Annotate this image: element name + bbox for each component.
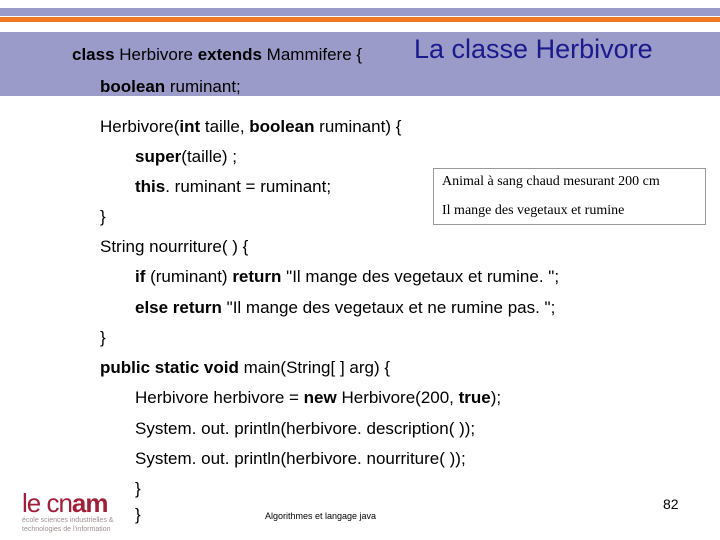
code-text: taille, [200,117,250,136]
code-text: String nourriture( ) { [100,237,249,256]
code-keyword: public static void [100,358,239,377]
code-keyword: true [458,388,491,407]
code-text: main(String[ ] arg) { [238,358,391,377]
logo-line: école sciences industrielles & [22,517,114,524]
code-line [100,328,106,348]
code-text: "Il mange des vegetaux et rumine. "; [281,267,560,286]
code-text: Herbivore herbivore = [135,388,304,407]
code-text: Herbivore(200, [336,388,459,407]
slide-title: La classe Herbivore [414,34,653,64]
code-keyword: return [232,267,282,286]
code-text: } [100,328,106,347]
code-line [135,388,501,408]
code-line [135,267,559,287]
code-keyword: if [135,267,146,286]
code-keyword: new [303,388,337,407]
code-text: } [100,207,106,226]
code-line [135,177,331,197]
code-text: ruminant) { [314,117,402,136]
code-line [100,358,390,378]
page-number: 82 [663,496,679,512]
header-band-orange [0,17,720,22]
code-line [100,207,106,227]
output-line: Animal à sang chaud mesurant 200 cm [442,174,660,189]
code-text: (taille) ; [181,147,238,166]
code-text: ); [490,388,502,407]
cnam-logo [22,490,113,534]
code-keyword: int [179,117,201,136]
output-line: Il mange des vegetaux et rumine [442,203,625,218]
code-keyword: boolean [100,77,166,96]
code-keyword: this [135,177,166,196]
code-keyword: extends [197,45,262,64]
code-line [135,419,475,439]
code-line [135,505,141,525]
code-keyword: super [135,147,182,166]
logo-line: technologies de l'information [22,526,111,533]
code-text: System. out. println(herbivore. description( )); [135,419,476,438]
header-band-top [0,8,720,16]
code-text: (ruminant) [145,267,233,286]
code-text: } [135,479,141,498]
footer-text: Algorithmes et langage java [265,511,377,521]
code-text: ruminant; [165,77,241,96]
code-line [100,77,241,97]
code-text: Mammifere { [261,45,363,64]
code-line [135,479,141,499]
code-line [135,298,555,318]
code-keyword: else return [135,298,222,317]
code-text: } [135,505,141,524]
code-line [100,117,401,137]
code-text: System. out. println(herbivore. nourriture( )); [135,449,466,468]
logo-name: le cnam [22,488,108,518]
code-text: Herbivore( [100,117,180,136]
code-text: . ruminant = ruminant; [165,177,332,196]
code-line [100,237,248,257]
code-line [135,449,466,469]
code-line [72,45,362,65]
code-keyword: class [72,45,115,64]
code-keyword: boolean [249,117,315,136]
code-line [135,147,237,167]
code-text: Herbivore [114,45,198,64]
code-text: "Il mange des vegetaux et ne rumine pas. "; [221,298,556,317]
console-output [433,168,706,225]
